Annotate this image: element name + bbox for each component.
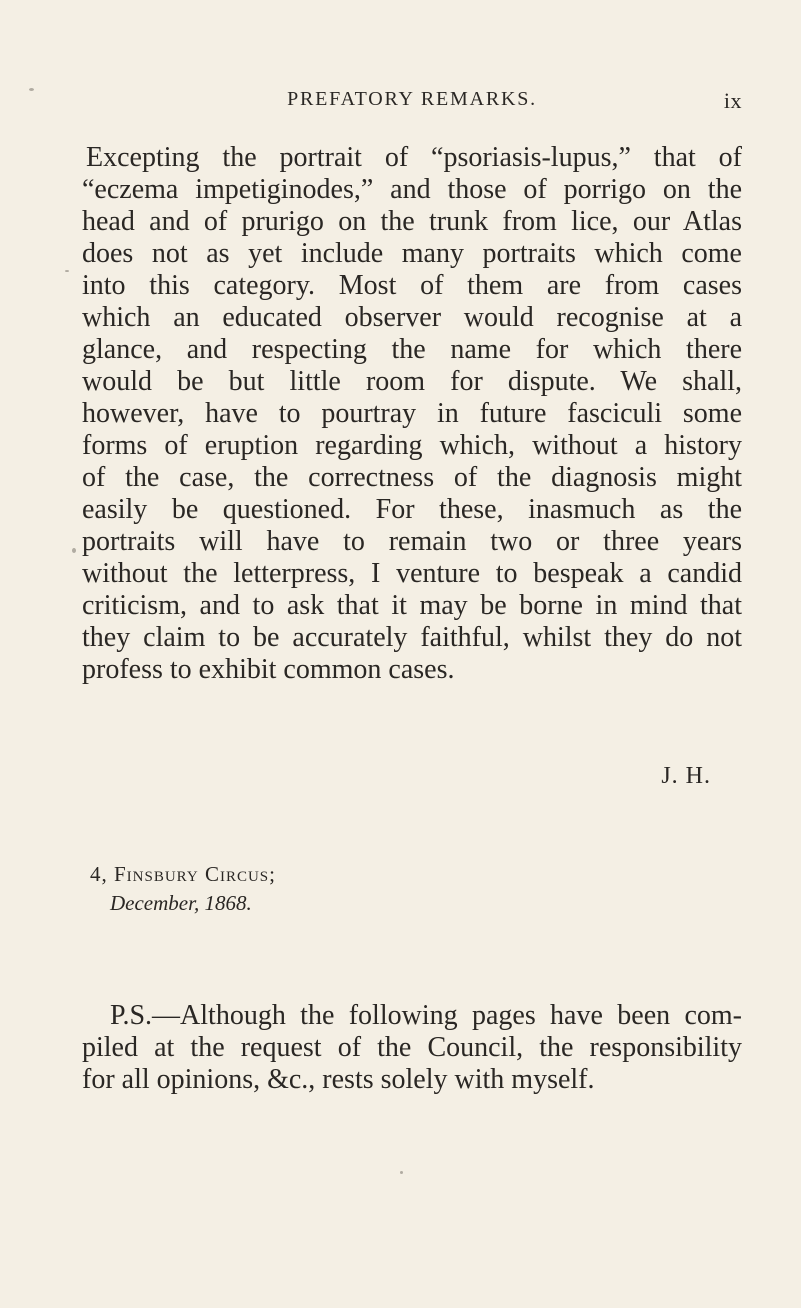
paper-speck	[29, 88, 34, 91]
address-block	[82, 860, 582, 918]
paragraph-line: criticism, and to ask that it may be borne in mind that	[82, 590, 742, 621]
page-header	[82, 88, 742, 116]
postscript-line: P.S.—Although the following pages have been com-	[110, 1000, 742, 1031]
paragraph-line: of the case, the correctness of the diagnosis might	[82, 462, 742, 493]
postscript-line: for all opinions, &c., rests solely with myself.	[82, 1064, 595, 1095]
paragraph-line: they claim to be accurately faithful, whilst they do not	[82, 622, 742, 653]
paragraph-line: which an educated observer would recognise at a	[82, 302, 742, 333]
signature: J. H.	[661, 763, 711, 789]
paragraph-line: without the letterpress, I venture to bespeak a candid	[82, 558, 742, 589]
paragraph-line: glance, and respecting the name for which there	[82, 334, 742, 365]
paragraph-line: Excepting the portrait of “psoriasis-lupus,” that of	[86, 142, 742, 173]
paragraph-line: profess to exhibit common cases.	[82, 654, 455, 685]
paragraph-line: portraits will have to remain two or three years	[82, 526, 742, 557]
paragraph-line: head and of prurigo on the trunk from lice, our Atlas	[82, 206, 742, 237]
paragraph-line: however, have to pourtray in future fasciculi some	[82, 398, 742, 429]
running-head: PREFATORY REMARKS.	[287, 88, 537, 110]
paragraph-line: “eczema impetiginodes,” and those of porrigo on the	[82, 174, 742, 205]
paper-speck	[65, 270, 69, 272]
paper-speck	[400, 1171, 403, 1174]
paragraph-line: into this category. Most of them are from cases	[82, 270, 742, 301]
page-number: ix	[723, 88, 742, 113]
paragraph-line: easily be questioned. For these, inasmuch as the	[82, 494, 742, 525]
postscript	[82, 1000, 742, 1096]
address: 4, Finsbury Circus;	[90, 862, 276, 886]
paragraph-line: does not as yet include many portraits which come	[82, 238, 742, 269]
paragraph-line: would be but little room for dispute. We shall,	[82, 366, 742, 397]
date: December, 1868.	[110, 891, 252, 915]
postscript-line: piled at the request of the Council, the responsibility	[82, 1032, 742, 1063]
paragraph-line: forms of eruption regarding which, without a history	[82, 430, 742, 461]
main-paragraph	[82, 142, 742, 686]
paper-speck	[72, 548, 76, 553]
